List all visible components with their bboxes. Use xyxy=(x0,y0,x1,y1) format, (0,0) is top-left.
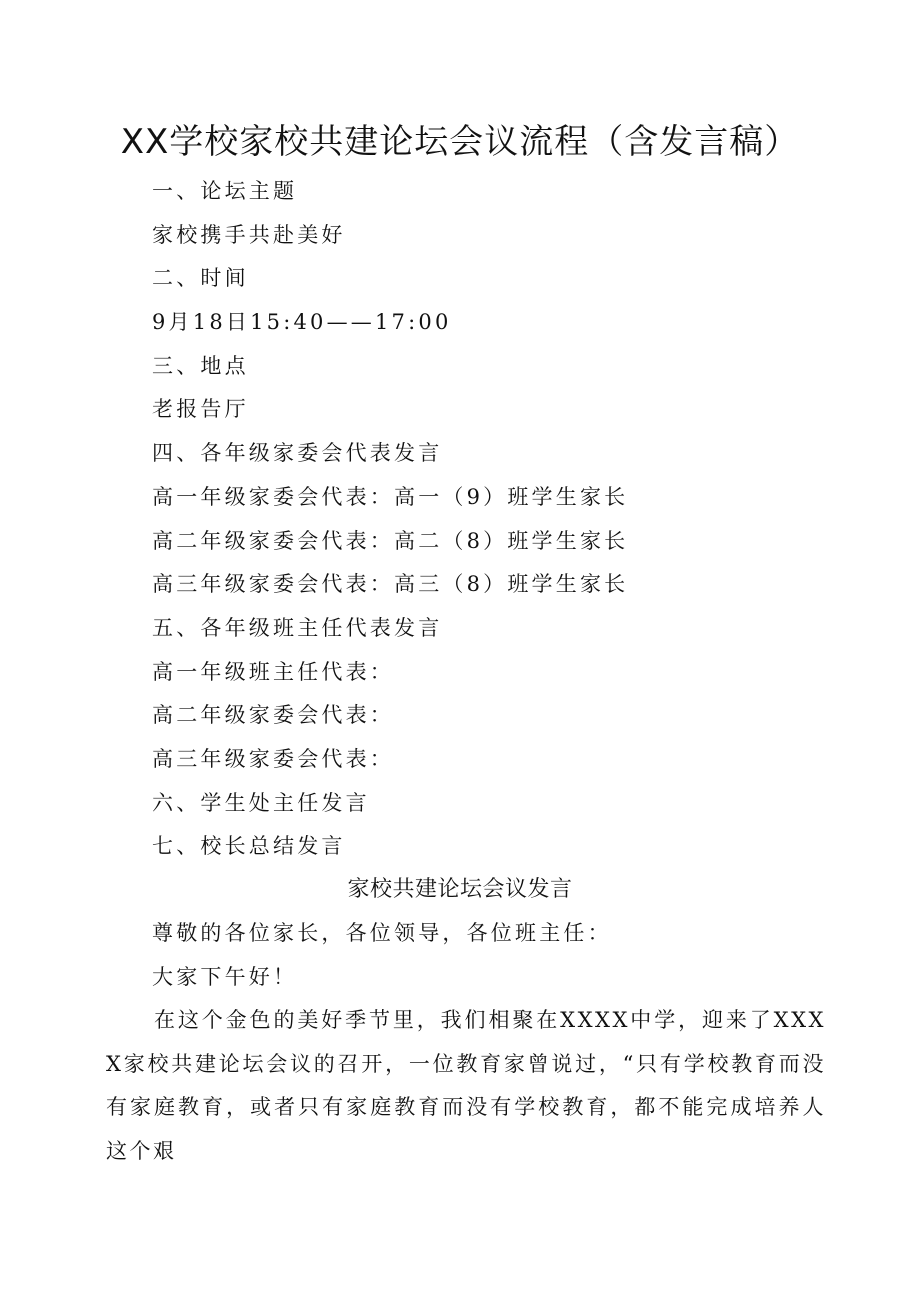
speech-opening xyxy=(152,912,852,999)
outline-line: 高三年级家委会代表：高三（8）班学生家长 xyxy=(152,572,629,597)
outline-line: 老报告厅 xyxy=(152,397,249,422)
outline-line: 高二年级家委会代表：高二（8）班学生家长 xyxy=(152,528,629,553)
outline-line: 七、校长总结发言 xyxy=(152,834,346,859)
outline-line: 高一年级家委会代表：高一（9）班学生家长 xyxy=(152,484,629,509)
outline-line: 四、各年级家委会代表发言 xyxy=(152,441,443,466)
salutation-line: 尊敬的各位家长，各位领导，各位班主任： xyxy=(152,921,612,945)
outline-line: 六、学生处主任发言 xyxy=(152,790,370,815)
greeting-line: 大家下午好！ xyxy=(152,964,298,989)
outline-line: 三、地点 xyxy=(152,353,249,378)
outline-line: 高三年级家委会代表： xyxy=(152,746,394,771)
speech-paragraph: 在这个金色的美好季节里，我们相聚在XXXX中学，迎来了XXXX家校共建论坛会议的召开，一位教育家曾说过，“只有学校教育而没有家庭教育，或者只有家庭教育而没有学校教育，都不能完成培养人这个艰 xyxy=(106,1008,826,1163)
speech-title: 家校共建论坛会议发言 xyxy=(347,877,573,902)
outline-line: 五、各年级班主任代表发言 xyxy=(152,615,443,640)
outline-line: 9月18日15:40——17:00 xyxy=(152,310,452,335)
outline-line: 家校携手共赴美好 xyxy=(152,222,346,247)
agenda-outline xyxy=(152,170,852,869)
outline-line: 一、论坛主题 xyxy=(152,179,298,203)
outline-line: 二、时间 xyxy=(152,266,249,291)
document-title: XX学校家校共建论坛会议流程（含发言稿） xyxy=(120,122,800,162)
outline-line: 高二年级家委会代表： xyxy=(152,703,394,728)
outline-line: 高一年级班主任代表： xyxy=(152,659,394,684)
